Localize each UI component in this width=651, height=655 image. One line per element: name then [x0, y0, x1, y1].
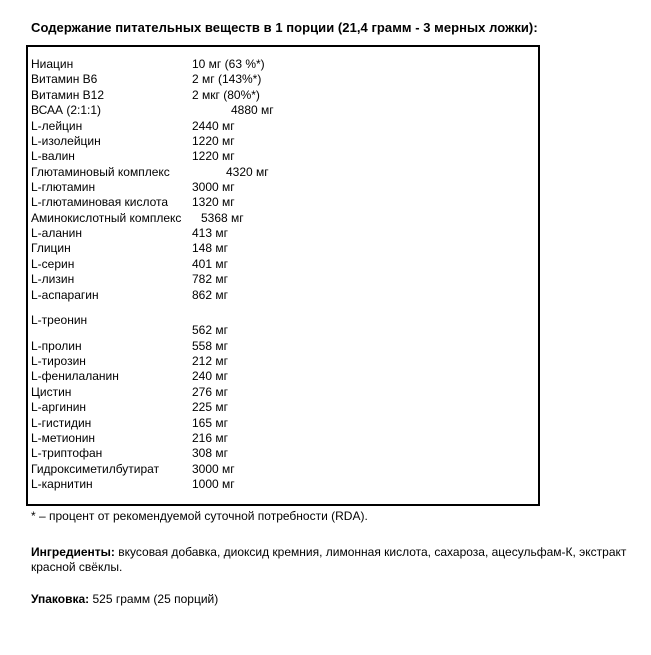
nutrient-amount: 401 мг: [192, 257, 228, 271]
nutrient-row: [31, 211, 538, 226]
nutrient-row: [31, 462, 538, 477]
nutrient-row: [31, 354, 538, 369]
nutrient-name: Ниацин: [31, 57, 74, 71]
nutrient-row: [31, 180, 538, 195]
nutrient-amount: 2440 мг: [192, 119, 235, 133]
nutrient-name: L-аргинин: [31, 400, 87, 414]
nutrient-name: L-глютамин: [31, 180, 96, 194]
nutrient-name: L-тирозин: [31, 354, 86, 368]
nutrient-name: L-изолейцин: [31, 134, 101, 148]
nutrient-amount: 240 мг: [192, 369, 228, 383]
nutrient-name: Глютаминовый комплекс: [31, 165, 170, 179]
nutrient-amount: 4880 мг: [231, 103, 274, 117]
nutrient-name: L-лейцин: [31, 119, 83, 133]
nutrient-amount: 216 мг: [192, 431, 228, 445]
nutrient-row: [31, 195, 538, 210]
nutrient-amount: 2 мг (143%*): [192, 72, 262, 86]
nutrient-name: L-аспарагин: [31, 288, 99, 302]
nutrient-name: Цистин: [31, 385, 72, 399]
nutrient-name: L-треонин: [31, 313, 88, 327]
nutrient-name: L-аланин: [31, 226, 82, 240]
nutrient-row: [31, 477, 538, 492]
nutrient-amount: 225 мг: [192, 400, 228, 414]
nutrient-row: [31, 149, 538, 164]
nutrient-row: [31, 369, 538, 384]
nutrient-row: [31, 88, 538, 103]
ingredients-paragraph: [31, 545, 646, 575]
nutrient-amount: 212 мг: [192, 354, 228, 368]
nutrient-amount: 5368 мг: [201, 211, 244, 225]
nutrient-row: [31, 288, 538, 303]
nutrient-name: L-валин: [31, 149, 75, 163]
nutrient-name: Витамин В12: [31, 88, 105, 102]
nutrient-name: L-метионин: [31, 431, 96, 445]
nutrient-row: [31, 446, 538, 461]
nutrient-amount: 558 мг: [192, 339, 228, 353]
nutrient-row: [31, 72, 538, 87]
ingredients-label: Ингредиенты:: [31, 545, 115, 559]
nutrient-name: L-гистидин: [31, 416, 92, 430]
nutrient-row: [31, 431, 538, 446]
nutrient-row: [31, 119, 538, 134]
nutrient-amount: 2 мкг (80%*): [192, 88, 260, 102]
nutrient-amount: 413 мг: [192, 226, 228, 240]
nutrient-name: Аминокислотный комплекс: [31, 211, 182, 225]
nutrient-name: L-серин: [31, 257, 75, 271]
nutrient-row: [31, 165, 538, 180]
nutrient-amount: 276 мг: [192, 385, 228, 399]
nutrient-amount: 1320 мг: [192, 195, 235, 209]
nutrient-name: Глицин: [31, 241, 71, 255]
nutrient-amount: 1220 мг: [192, 149, 235, 163]
nutrient-row: [31, 134, 538, 149]
nutrient-table: [26, 45, 540, 506]
nutrient-amount: 782 мг: [192, 272, 228, 286]
nutrient-amount: 562 мг: [192, 323, 228, 337]
nutrient-row: [31, 385, 538, 400]
nutrient-row: [31, 57, 538, 72]
nutrient-name: L-триптофан: [31, 446, 103, 460]
nutrient-row: [31, 416, 538, 431]
nutrient-name: L-лизин: [31, 272, 75, 286]
nutrient-name: Витамин В6: [31, 72, 98, 86]
packaging-paragraph: [31, 592, 218, 606]
nutrient-row: [31, 339, 538, 354]
packaging-text: 525 грамм (25 порций): [89, 592, 219, 606]
nutrient-name: L-пролин: [31, 339, 82, 353]
nutrient-name: Гидроксиметилбутират: [31, 462, 160, 476]
nutrient-amount: 165 мг: [192, 416, 228, 430]
ingredients-text: вкусовая добавка, диоксид кремния, лимонная кислота, сахароза, ацесульфам-К, экстракт красной свёклы.: [31, 545, 627, 574]
nutrient-row: [31, 241, 538, 256]
nutrient-row: [31, 257, 538, 272]
nutrient-amount: 862 мг: [192, 288, 228, 302]
nutrient-amount: 4320 мг: [226, 165, 269, 179]
nutrient-amount: 10 мг (63 %*): [192, 57, 265, 71]
nutrient-name: ВСАА (2:1:1): [31, 103, 102, 117]
nutrient-row: [31, 103, 538, 118]
page-title: Содержание питательных веществ в 1 порции (21,4 грамм - 3 мерных ложки):: [31, 20, 538, 35]
nutrient-amount: 3000 мг: [192, 462, 235, 476]
rda-footnote: * – процент от рекомендуемой суточной потребности (RDA).: [31, 509, 368, 523]
nutrient-row: [31, 313, 538, 337]
nutrient-row: [31, 272, 538, 287]
nutrient-name: L-глютаминовая кислота: [31, 195, 169, 209]
nutrient-amount: 1220 мг: [192, 134, 235, 148]
nutrient-amount: 3000 мг: [192, 180, 235, 194]
nutrient-row: [31, 226, 538, 241]
nutrient-row: [31, 400, 538, 415]
nutrient-amount: 1000 мг: [192, 477, 235, 491]
packaging-label: Упаковка:: [31, 592, 90, 606]
nutrient-amount: 308 мг: [192, 446, 228, 460]
nutrient-name: L-фенилаланин: [31, 369, 119, 383]
nutrient-name: L-карнитин: [31, 477, 93, 491]
nutrient-amount: 148 мг: [192, 241, 228, 255]
